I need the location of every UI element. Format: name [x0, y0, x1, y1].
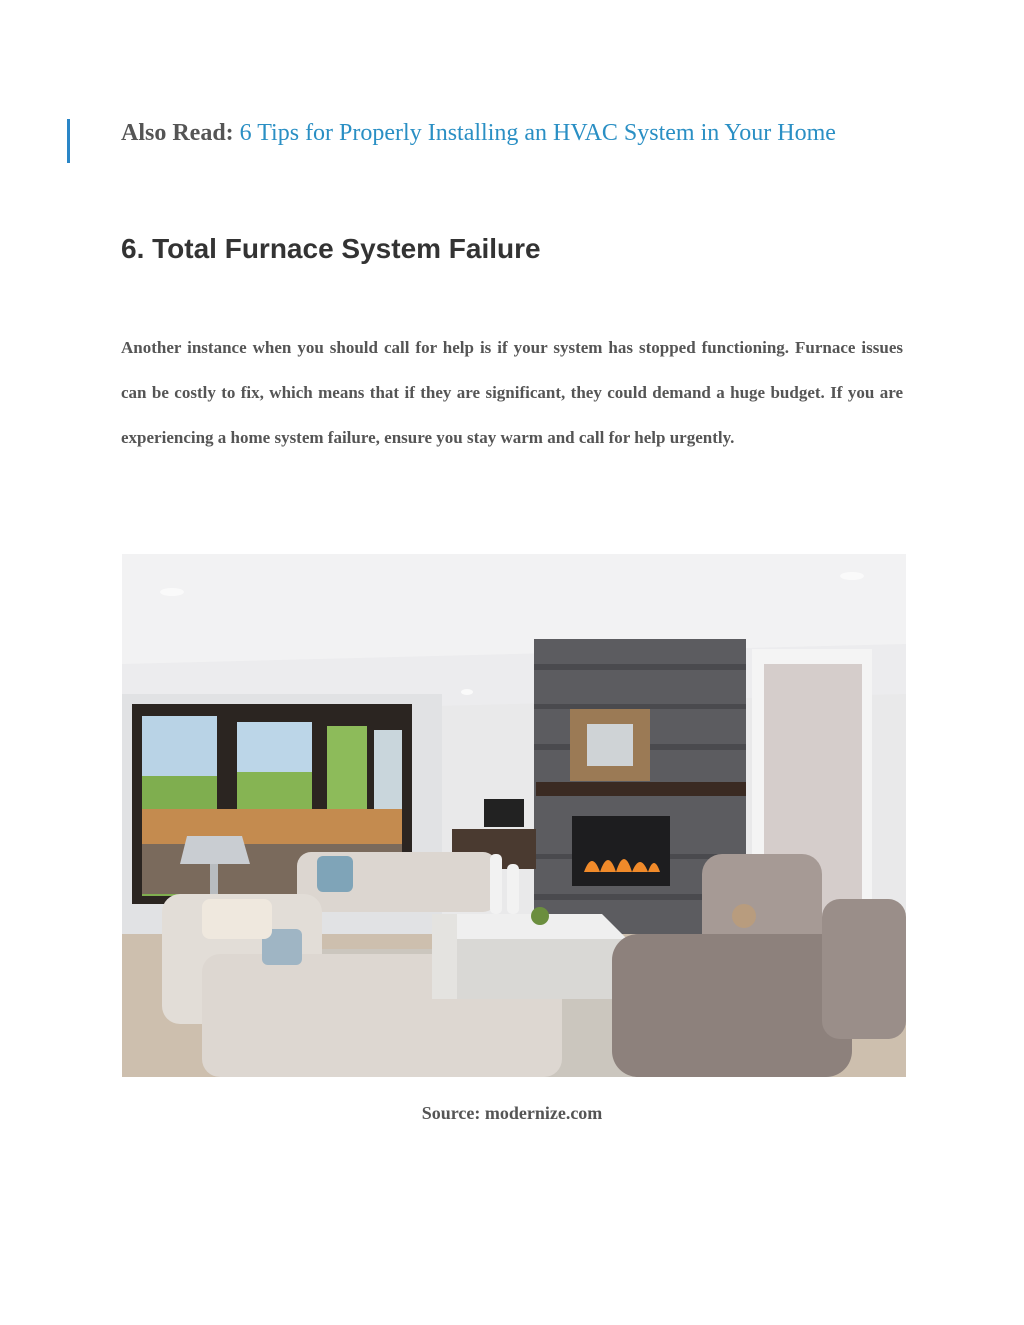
section-heading: 6. Total Furnace System Failure	[121, 233, 541, 264]
accent-bar	[67, 119, 70, 163]
also-read-label: Also Read:	[121, 120, 234, 146]
section-paragraph: Another instance when you should call for help is if your system has stopped functioning. Furnace issues can be costly to fix, which means that if they are significant, they could demand a huge budget. If you are experiencing a home system failure, ensure you stay warm and call for help urgently.	[121, 338, 903, 447]
also-read-link[interactable]: 6 Tips for Properly Installing an HVAC System in Your Home	[239, 120, 836, 146]
also-read	[121, 120, 836, 147]
living-room-photo	[122, 554, 906, 1077]
image-caption: Source: modernize.com	[421, 1103, 603, 1123]
